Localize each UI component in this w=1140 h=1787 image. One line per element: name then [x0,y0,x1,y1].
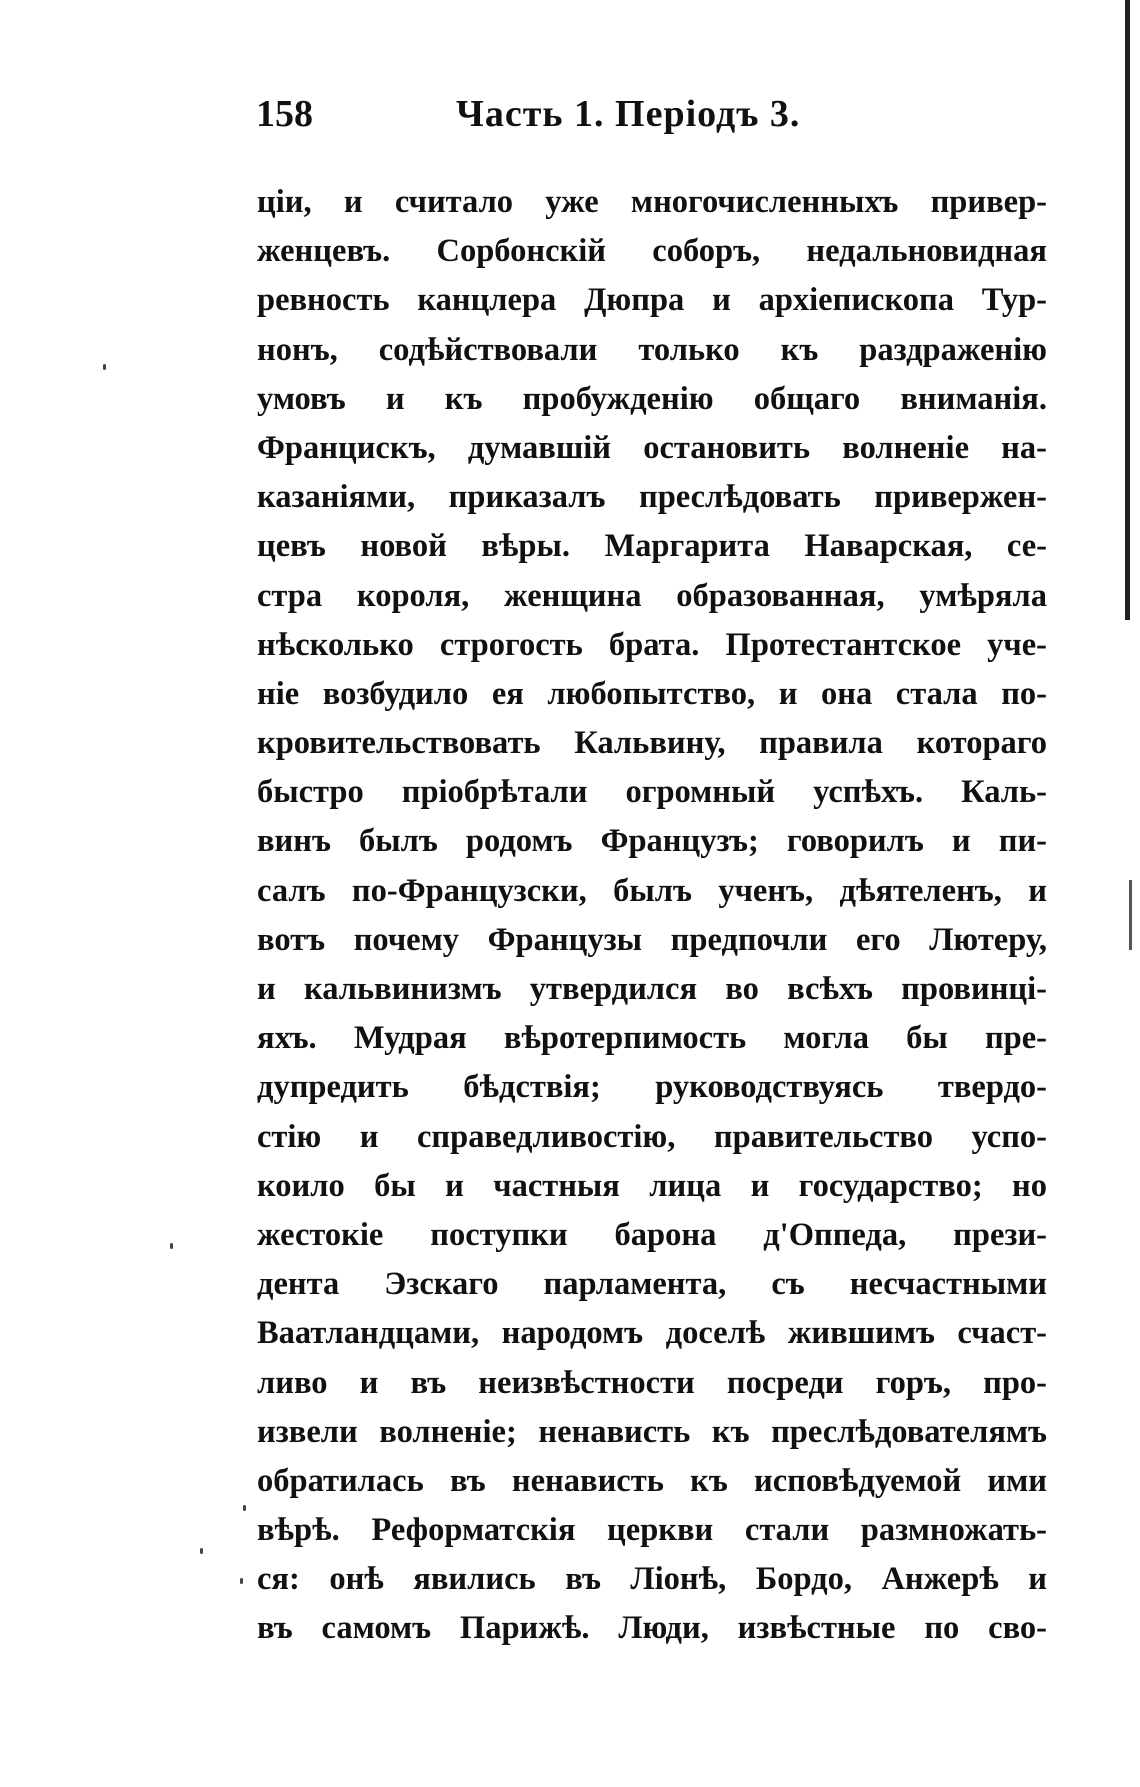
text-line: коило бы и частныя лица и государство; но [257,1167,1047,1204]
text-line: ся: онѣ явились въ Ліонѣ, Бордо, Анжерѣ и [257,1561,1047,1598]
text-line: женцевъ. Сорбонскій соборъ, недальновидная [257,233,1047,270]
text-line: ніе возбудило ея любопытство, и она стала по- [257,675,1047,712]
page-header [256,92,816,142]
text-line: извели волненіе; ненависть къ преслѣдователямъ [257,1413,1047,1450]
text-line: въ самомъ Парижѣ. Люди, извѣстные по сво- [257,1610,1047,1647]
text-line: нонъ, содѣйствовали только къ раздраженію [257,331,1047,368]
text-line: кровительствовать Кальвину, правила котораго [257,725,1047,762]
text-line: цевъ новой вѣры. Маргарита Наварская, се- [257,528,1047,565]
text-line: Ваатландцами, народомъ доселѣ жившимъ счаст- [257,1315,1047,1352]
page-number: 158 [256,93,313,135]
body-text [257,178,1047,1654]
scan-speck [103,364,106,370]
scan-speck [240,1578,243,1584]
text-line: обратилась въ ненависть къ исповѣдуемой ими [257,1462,1047,1499]
text-line: стію и справедливостію, правительство успо- [257,1118,1047,1155]
running-head: Часть 1. Періодъ 3. [456,93,801,135]
text-line: быстро пріобрѣтали огромный успѣхъ. Каль- [257,774,1047,811]
page-edge-mark [1129,880,1132,950]
text-line: яхъ. Мудрая вѣротерпимость могла бы пре- [257,1020,1047,1057]
page-edge-line [1125,0,1130,620]
text-line: казаніями, приказалъ преслѣдовать привержен- [257,479,1047,516]
text-line: вѣрѣ. Реформатскія церкви стали размножать- [257,1512,1047,1549]
text-line: дента Эзскаго парламента, съ несчастными [257,1266,1047,1303]
text-line: и кальвинизмъ утвердился во всѣхъ провинці- [257,971,1047,1007]
text-line: стра короля, женщина образованная, умѣряла [257,577,1047,614]
scan-speck [200,1548,203,1554]
text-line: ревность канцлера Дюпра и архіепископа Тур- [257,282,1047,319]
text-line: винъ былъ родомъ Французъ; говорилъ и пи- [257,823,1047,860]
scan-speck [170,1243,173,1249]
text-line: ливо и въ неизвѣстности посреди горъ, про- [257,1364,1047,1401]
text-line: жестокіе поступки барона д'Оппеда, прези- [257,1216,1047,1253]
text-line: нѣсколько строгость брата. Протестантское уче- [257,626,1047,663]
text-line: ціи, и считало уже многочисленныхъ привер- [257,184,1047,220]
text-line: салъ по-Французски, былъ ученъ, дѣятеленъ, и [257,872,1047,909]
text-line: умовъ и къ пробужденію общаго вниманія. [257,380,1047,417]
scan-speck [243,1505,246,1511]
text-line: Францискъ, думавшій остановить волненіе на- [257,429,1047,466]
text-line: дупредить бѣдствія; руководствуясь твердо- [257,1069,1047,1106]
text-line: вотъ почему Французы предпочли его Лютеру, [257,921,1047,958]
